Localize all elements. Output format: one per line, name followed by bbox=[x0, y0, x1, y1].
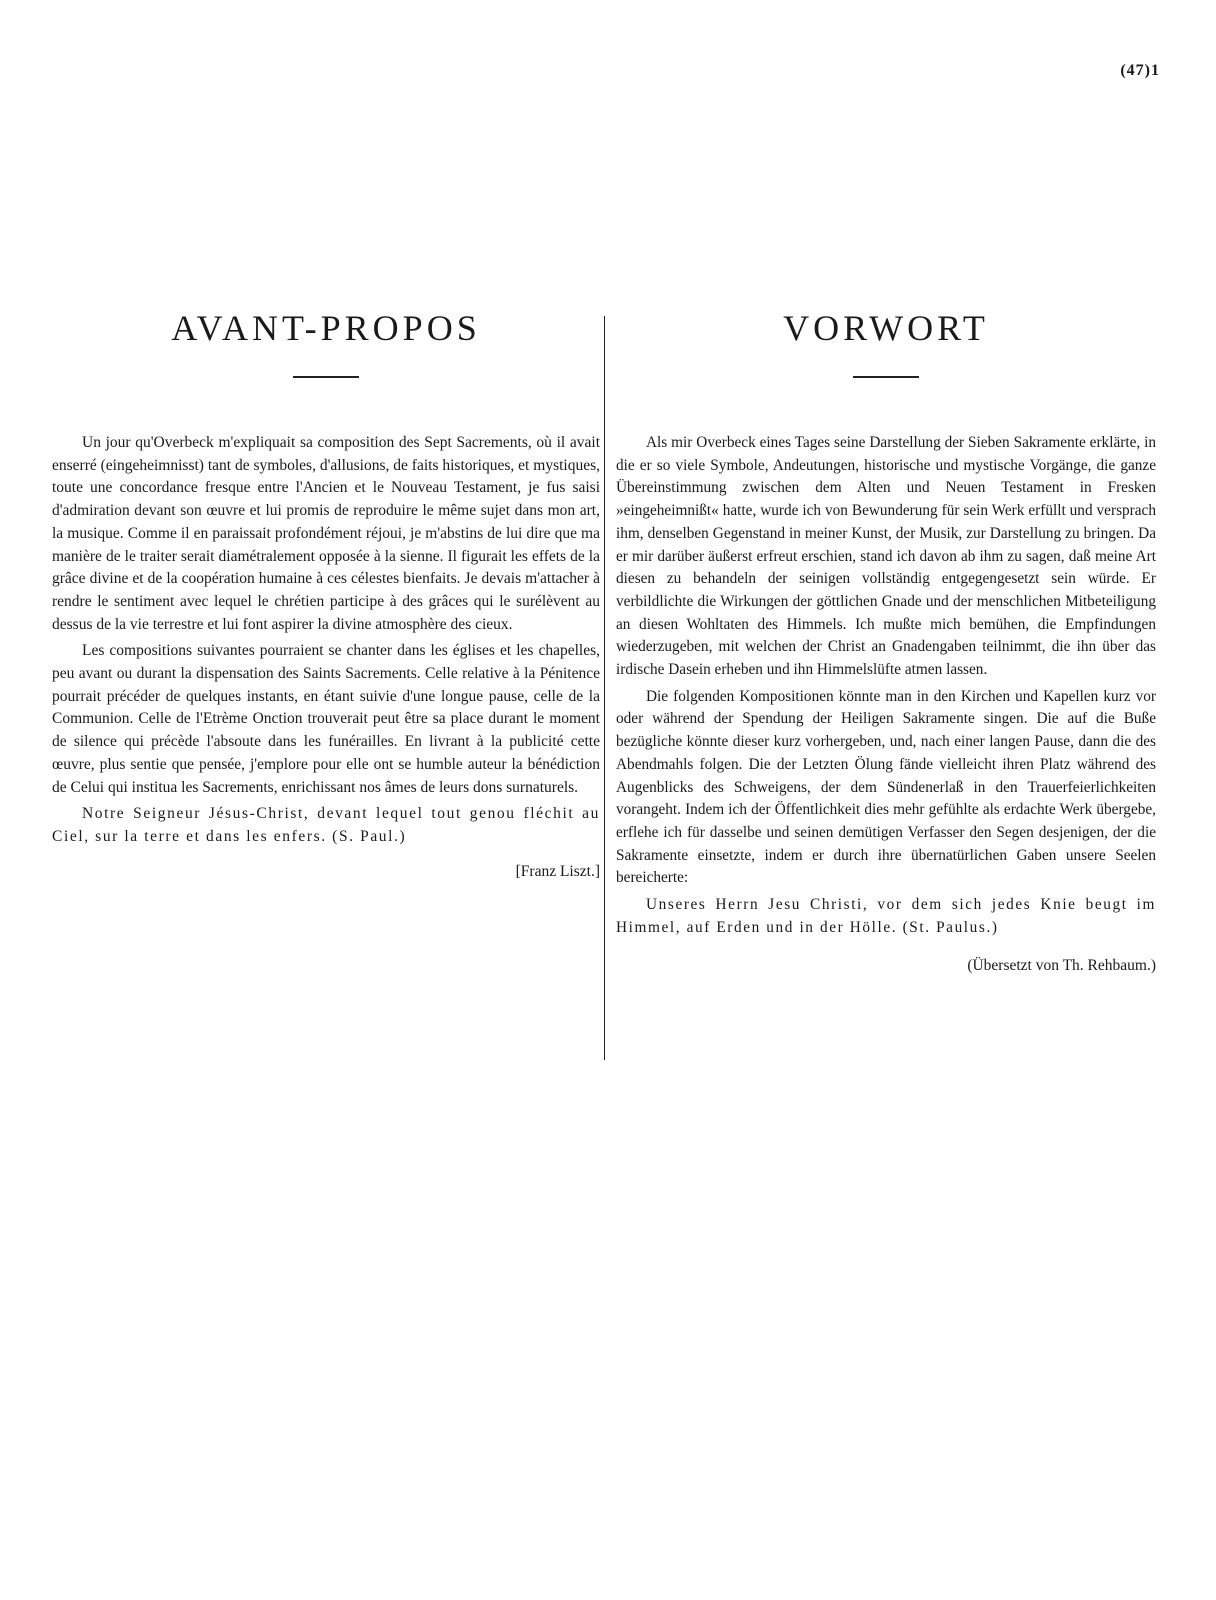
german-body bbox=[616, 432, 1156, 975]
french-paragraph-2: Les compositions suivantes pourraient se chanter dans les églises et les chapelles, peu avant ou durant la dispensation des Saints Sacrements. Celle relative à la Pénitence pourrait précéder de quelques instants, en étant suivie d'une longue pause, celle de la Communion. Celle de l'Etrème Onction trouverait peut être sa place durant le moment de silence qui précède l'absoute dans les funérailles. En livrant à la publicité cette œuvre, plus sentie que pensée, j'emplore pour elle ont se humble auteur la bénédiction de Celui qui institua les Sacrements, enrichissant nos âmes de leurs dons surnaturels. bbox=[52, 642, 600, 796]
french-title-rule bbox=[293, 376, 359, 378]
column-divider bbox=[604, 316, 605, 1060]
german-column bbox=[616, 300, 1156, 975]
french-paragraph-1: Un jour qu'Overbeck m'expliquait sa composition des Sept Sacrements, où il avait enserré (eingeheimnisst) tant de symboles, d'allusions, de faits historiques, et mystiques, toute une concordance fresque entre l'Ancien et le Nouveau Testament, je fus saisi d'admiration devant son œuvre et lui promis de reproduire le même sujet dans mon art, la musique. Comme il en paraissait profondément réjoui, je m'abstins de lui dire que ma manière de le traiter serait diamétralement opposée à la sienne. Il figurait les effets de la grâce divine et de la coopération humaine à ces célestes bienfaits. Je devais m'attacher à rendre le sentiment avec lequel le chrétien participe à des grâces qui le surélèvent au dessus de la vie terrestre et lui font aspirer la divine atmosphère des cieux. bbox=[52, 434, 600, 633]
french-column bbox=[52, 300, 600, 881]
german-paragraph-3: Unseres Herrn Jesu Christi, vor dem sich jedes Knie beugt im Himmel, auf Erden und in der Hölle. (St. Paulus.) bbox=[616, 896, 1156, 936]
german-title-rule bbox=[853, 376, 919, 378]
german-signature: (Übersetzt von Th. Rehbaum.) bbox=[967, 957, 1156, 975]
french-signature: [Franz Liszt.] bbox=[515, 862, 600, 880]
german-paragraph-2: Die folgenden Kompositionen könnte man in den Kirchen und Kapellen kurz vor oder während der Spendung der Heiligen Sakramente singen. Die auf die Buße bezügliche könnte dieser kurz vorhergeben, und, nach einer langen Pause, dann die des Abendmahls folgen. Die der Letzten Ölung fände vielleicht ihren Platz während des Augenblicks des Schweigens, der dem Sündenerlaß in den Trauerfeierlichkeiten vorangeht. Indem ich der Öffentlichkeit dies mehr gefühlte als erdachte Werk übergebe, erflehe ich für dasselbe und seinen demütigen Verfasser den Segen desjenigen, der die Sakramente einsetzte, indem er durch ihre übernatürlichen Gaben unsere Seelen bereicherte: bbox=[616, 687, 1156, 887]
french-body bbox=[52, 432, 600, 881]
french-title: AVANT-PROPOS bbox=[171, 308, 481, 348]
german-title: VORWORT bbox=[783, 308, 989, 348]
french-paragraph-3: Notre Seigneur Jésus-Christ, devant lequel tout genou fléchit au Ciel, sur la terre et dans les enfers. (S. Paul.) bbox=[52, 805, 600, 845]
german-paragraph-1: Als mir Overbeck eines Tages seine Darstellung der Sieben Sakramente erklärte, in die er so viele Symbole, Andeutungen, historische und mystische Vorgänge, die ganze Übereinstimmung zwischen dem Alten und Neuen Testament in Fresken »eingeheimnißt« hatte, wurde ich von Bewunderung für sein Werk erfüllt und versprach ihm, denselben Gegenstand in meiner Kunst, der Musik, zur Darstellung zu bringen. Da er mir darüber äußerst erfreut erschien, stand ich davon ab ihm zu sagen, daß meine Art diesen zu behandeln der seinigen vollständig entgegengesetzt sein würde. Er verbildlichte die Wirkungen der göttlichen Gnade und der menschlichen Mitbeteiligung an diesen Wohltaten des Himmels. Ich mußte mich bemühen, die Empfindungen wiederzugeben, mit welchen der Christ an Gnadengaben teilnimmt, die ihn über das irdische Dasein erheben und ihn Himmelslüfte atmen lassen. bbox=[616, 434, 1156, 679]
page-number: (47)1 bbox=[1120, 62, 1160, 79]
